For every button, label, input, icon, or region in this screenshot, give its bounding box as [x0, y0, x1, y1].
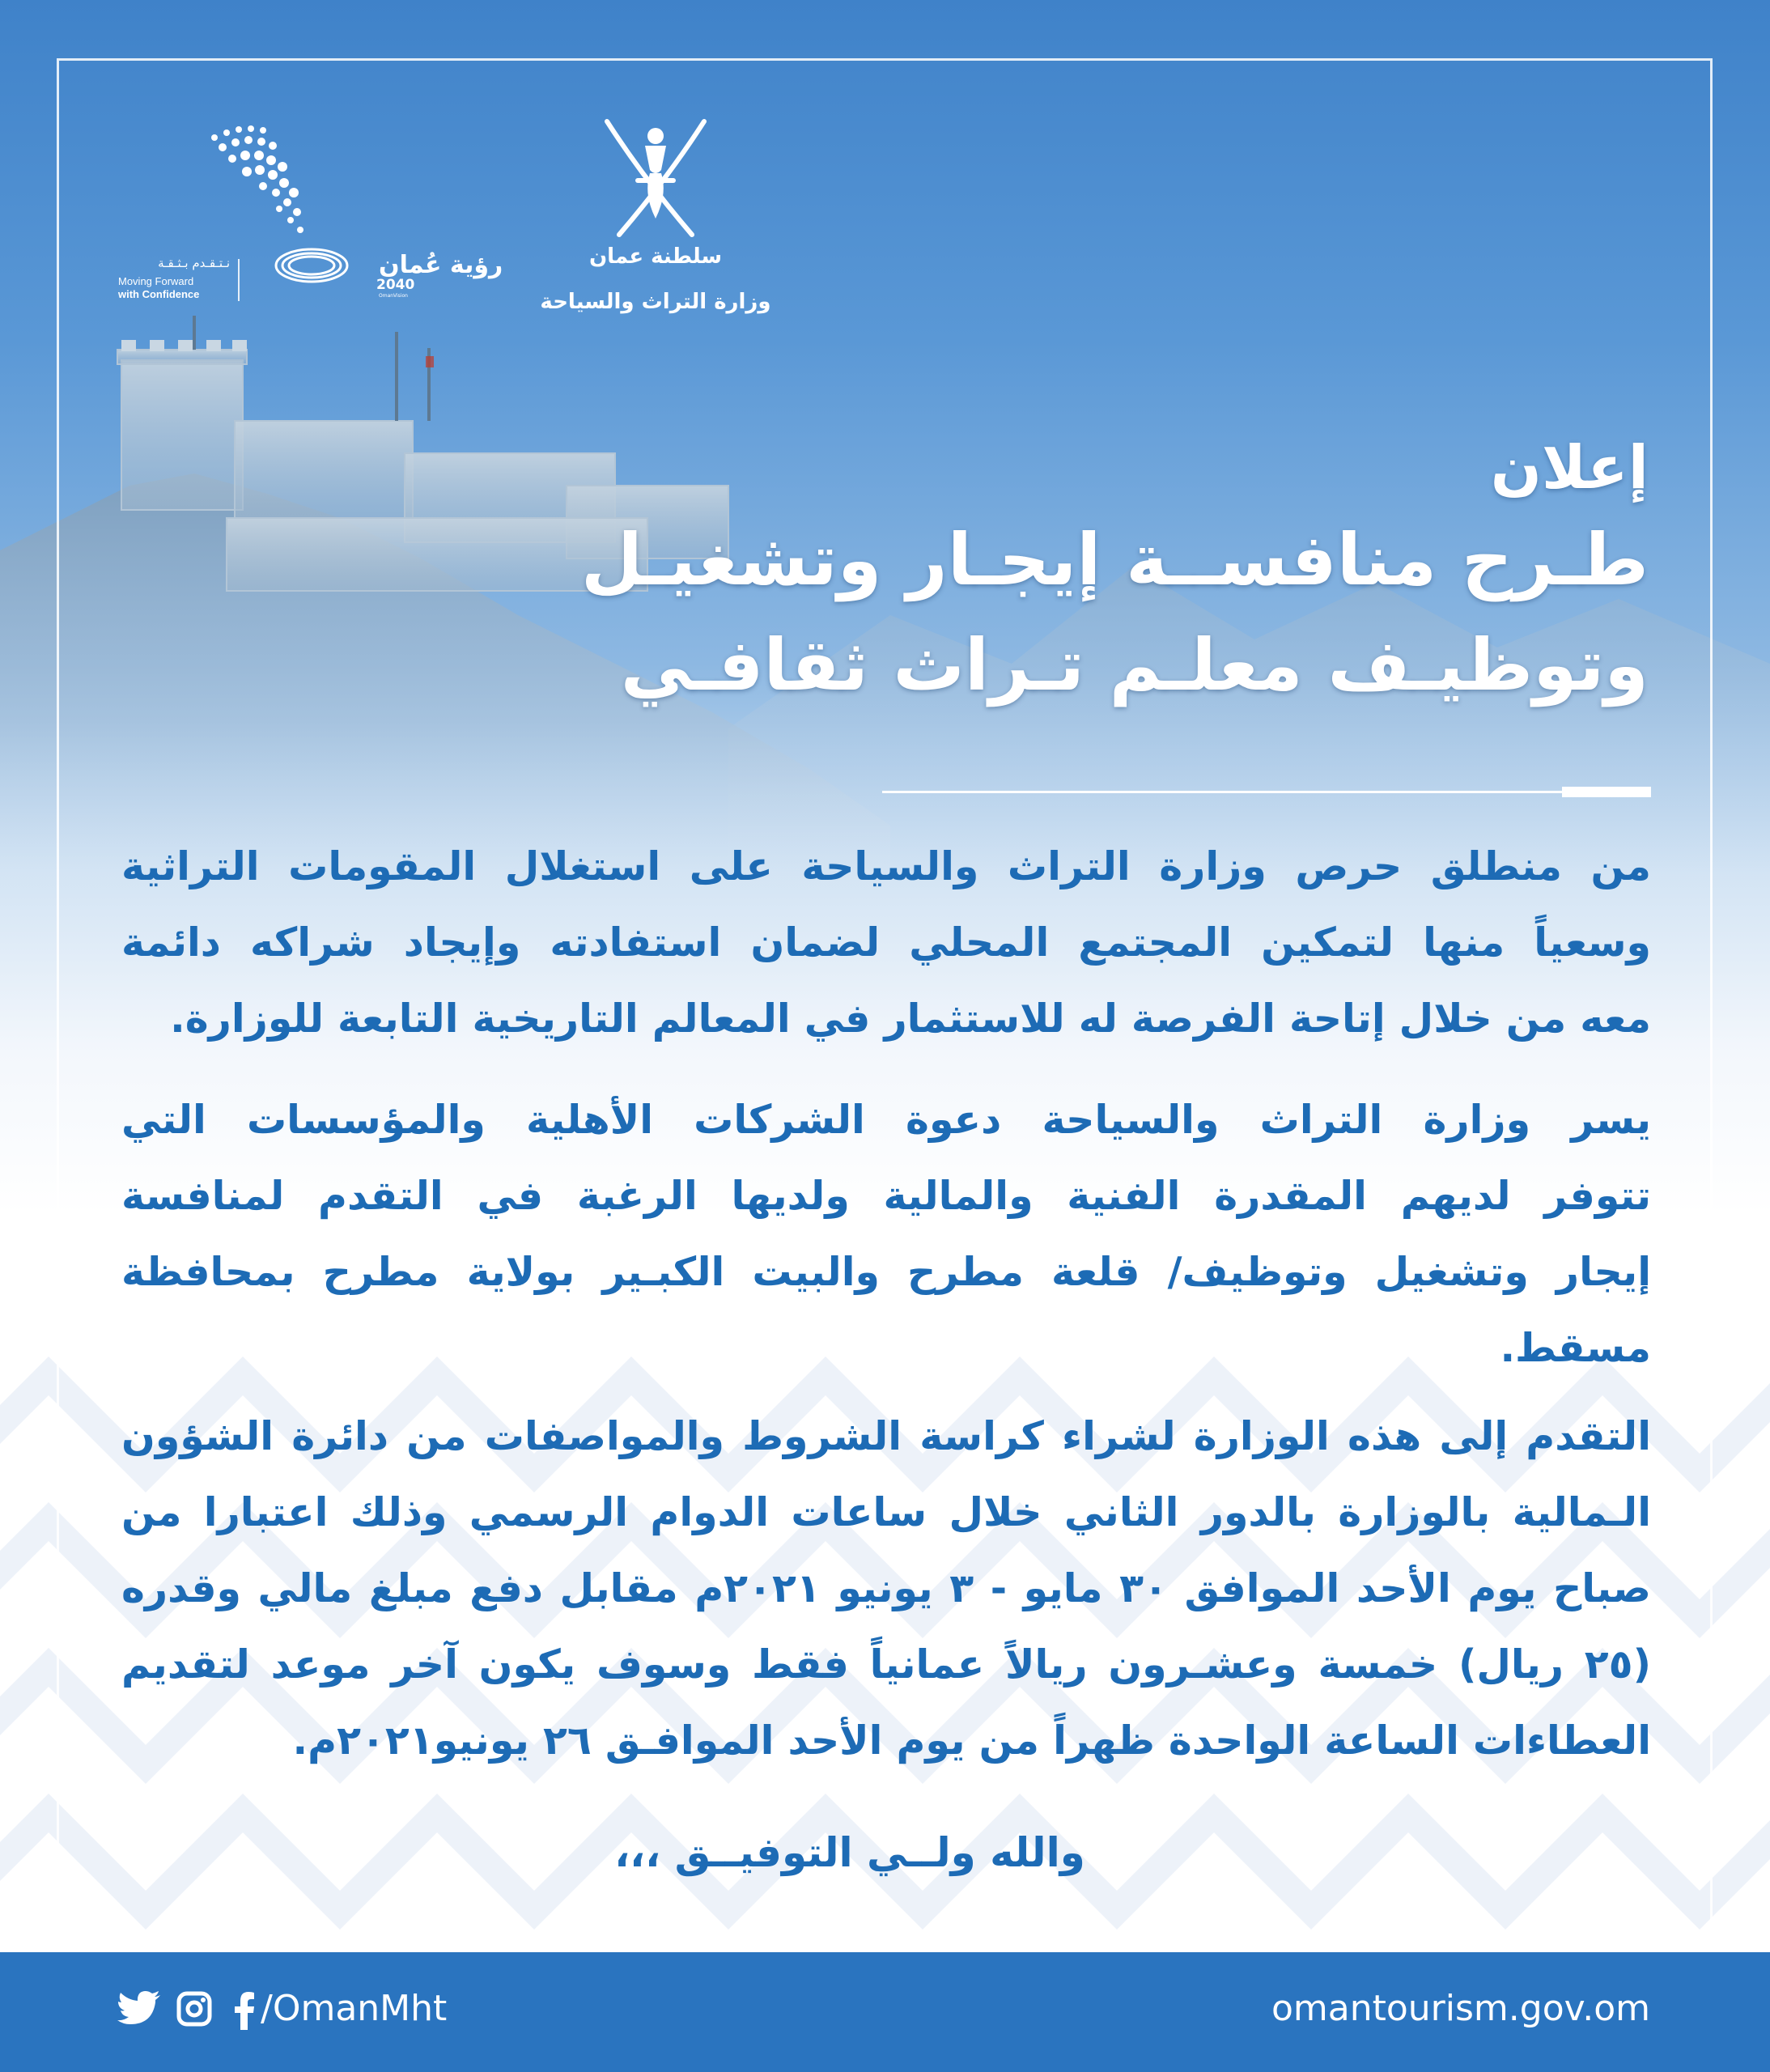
paragraph-line: إيجار وتشغيل وتوظيف/ قلعة مطرح والبيت الكبـير بولاية مطرح بمحافظة [121, 1249, 1651, 1295]
paragraph-line: (٢٥ ريال) خمسة وعشـرون ريالاً عمانياً فقط وسوف يكون آخر موعد لتقديم [121, 1641, 1651, 1688]
vision-slogan-english-1: Moving Forward [118, 275, 194, 287]
emblem-country-name: سلطنة عمان [588, 244, 723, 269]
social-handle[interactable]: /OmanMht [261, 1988, 448, 2029]
body-paragraph-2 [121, 1082, 1651, 1386]
vision-year: 2040 [376, 277, 415, 293]
paragraph-line: من منطلق حرص وزارة التراث والسياحة على استغلال المقومات التراثية [121, 843, 1651, 890]
paragraph-line: وسعياً منها لتمكين المجتمع المحلي لضمان استفادته وإيجاد شراكه دائمة [121, 919, 1651, 966]
announcement-title-line-1: طـرح منافســة إيجـار وتشغيـل [580, 518, 1649, 601]
paragraph-line: الـمالية بالوزارة بالدور الثاني خلال ساعات الدوام الرسمي وذلك اعتبارا من [121, 1489, 1651, 1535]
paragraph-line: مسقط. [1500, 1325, 1651, 1371]
vision-subtitle: OmanVision [379, 293, 408, 299]
footer-bar [0, 1952, 1770, 2072]
twitter-icon[interactable] [117, 1991, 161, 2027]
vision-slogan-arabic: نـتـقـدم بـثـقـة [158, 256, 230, 270]
oman-vision-2040-logo-icon [182, 121, 368, 299]
paragraph-line: العطاءات الساعة الواحدة ظهراً من يوم الأحد الموافـق ٢٦ يونيو٢٠٢١م. [292, 1717, 1651, 1764]
vision-slogan-english-2: with Confidence [118, 288, 200, 300]
announcement-title-line-2: وتوظيـف معلـم تـراث ثقافـي [620, 623, 1649, 707]
body-paragraph-3 [121, 1399, 1651, 1779]
facebook-icon[interactable] [231, 1991, 256, 2030]
paragraph-line: معه من خلال إتاحة الفرصة له للاستثمار في المعالم التاريخية التابعة للوزارة. [170, 996, 1651, 1042]
instagram-icon[interactable] [176, 1991, 212, 2027]
oman-khanjar-emblem-icon [595, 113, 716, 243]
website-link[interactable]: omantourism.gov.om [1271, 1988, 1650, 2029]
paragraph-line: يسر وزارة التراث والسياحة دعوة الشركات الأهلية والمؤسسات التي [121, 1097, 1651, 1143]
paragraph-line: صباح يوم الأحد الموافق ٣٠ مايو - ٣ يونيو ٢٠٢١م مقابل دفع مبلغ مالي وقدره [121, 1565, 1652, 1611]
vision-arabic-text: رؤية عُمان [379, 251, 503, 279]
paragraph-line: تتوفر لديهم المقدرة الفنية والمالية ولديها الرغبة في التقدم لمنافسة [121, 1173, 1651, 1219]
title-divider-accent [1562, 787, 1651, 797]
body-paragraph-1 [121, 829, 1651, 1057]
closing-line: والله ولــي التوفيــق ،،، [614, 1829, 1085, 1876]
announcement-heading: إعلان [1490, 433, 1649, 503]
paragraph-line: التقدم إلى هذه الوزارة لشراء كراسة الشروط والمواصفات من دائرة الشؤون [121, 1413, 1651, 1459]
emblem-ministry-name: وزارة التراث والسياحة [540, 290, 771, 314]
title-divider [882, 791, 1651, 793]
